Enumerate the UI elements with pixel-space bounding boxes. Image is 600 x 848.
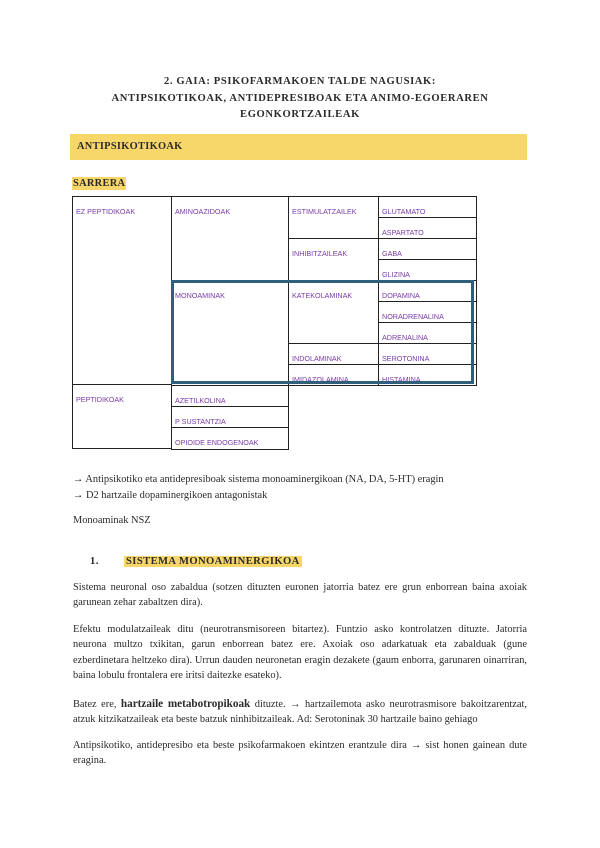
paragraph-3-start: Batez ere, (73, 699, 121, 710)
section-heading-antipsikotikoak: ANTIPSIKOTIKOAK (70, 134, 527, 160)
cell-indolaminak: INDOLAMINAK (288, 343, 379, 365)
title-line-2: ANTIPSIKOTIKOAK, ANTIDEPRESIBOAK ETA ANIMO-EGOERAREN (111, 92, 489, 104)
cell-ez-peptidikoak: EZ PEPTIDIKOAK (72, 196, 172, 385)
note-line-3: Monoaminak NSZ (73, 515, 151, 526)
title-line-3: EGONKORTZAILEAK (240, 109, 360, 120)
cell-katekolaminak: KATEKOLAMINAK (288, 280, 379, 344)
cell-imidazolamina: IMIDAZOLAMINA (288, 364, 379, 386)
note-line-2: → D2 hartzaile dopaminergikoen antagonistak (73, 490, 268, 501)
page-title (60, 74, 540, 124)
cell-adrenalina: ADRENALINA (378, 322, 477, 344)
heading-text: SISTEMA MONOAMINERGIKOA (126, 556, 300, 567)
cell-peptidikoak: PEPTIDIKOAK (72, 384, 172, 449)
cell-dopamina: DOPAMINA (378, 280, 477, 302)
cell-histamina: HISTAMINA (378, 364, 477, 386)
cell-azetilkolina: AZETILKOLINA (171, 385, 289, 407)
paragraph-4: Antipsikotiko, antidepresibo eta beste psikofarmakoen ekintzen erantzule dira → sist honen gainean dute eragina. (73, 740, 527, 767)
paragraph-1: Sistema neuronal oso zabaldua (sotzen dituzten euronen jatorria batez ere grun enborrean baina axoiak garunean zehar zabaltzen dira). (73, 582, 527, 609)
cell-glizina: GLIZINA (378, 259, 477, 281)
neurotransmitter-table (72, 196, 477, 450)
cell-glutamato: GLUTAMATO (378, 196, 477, 218)
cell-aspartato: ASPARTATO (378, 217, 477, 239)
cell-estimulatzaileak: ESTIMULATZAILEK (288, 196, 379, 239)
cell-noradrenalina: NORADRENALINA (378, 301, 477, 323)
subheading-sarrera: SARRERA (73, 178, 126, 189)
note-line-1: → Antipsikotiko eta antidepresiboak sistema monoaminergikoan (NA, DA, 5-HT) eragin (73, 474, 444, 485)
cell-aminoazidoak: AMINOAZIDOAK (171, 196, 289, 281)
paragraph-2: Efektu modulatzaileak ditu (neurotransmisoreen bitartez). Funtzio asko kontrolatzen dituzte. Jatorria neurona multzo txikitan, garun enborrean batez ere. Axoiak oso adarkatuak eta zabalduak (gune ezberdinetara heltzeko dira). Urrun dauden neuronetan eragin dezakete (gaum enborra, garunaren oinarriran, baina lobulu frontalera ere iritsi daitezke esateko). (73, 624, 527, 682)
section-heading-sistema-monoaminergikoa (73, 556, 302, 567)
cell-opioide-endogenoak: OPIOIDE ENDOGENOAK (171, 427, 289, 450)
paragraph-3-bold: hartzaile metabotropikoak (120, 698, 251, 710)
paragraph-3-end: dituzte. → hartzailemota asko neurotrasmisore bakoitzarentzat, atzuk kitzikatzaileak eta beste batzuk ninhibitzaileak. Ad: Serotoninak 30 hartzaile baino gehiago (73, 699, 527, 726)
cell-gaba: GABA (378, 238, 477, 260)
heading-number: 1. (90, 556, 99, 567)
cell-serotonina: SEROTONINA (378, 343, 477, 365)
cell-monoaminak: MONOAMINAK (171, 280, 289, 386)
cell-p-sustantzia: P SUSTANTZIA (171, 406, 289, 428)
paragraph-3 (73, 697, 527, 728)
cell-inhibitzaileak: INHIBITZAILEAK (288, 238, 379, 281)
title-line-1: 2. GAIA: PSIKOFARMAKOEN TALDE NAGUSIAK: (163, 76, 437, 87)
